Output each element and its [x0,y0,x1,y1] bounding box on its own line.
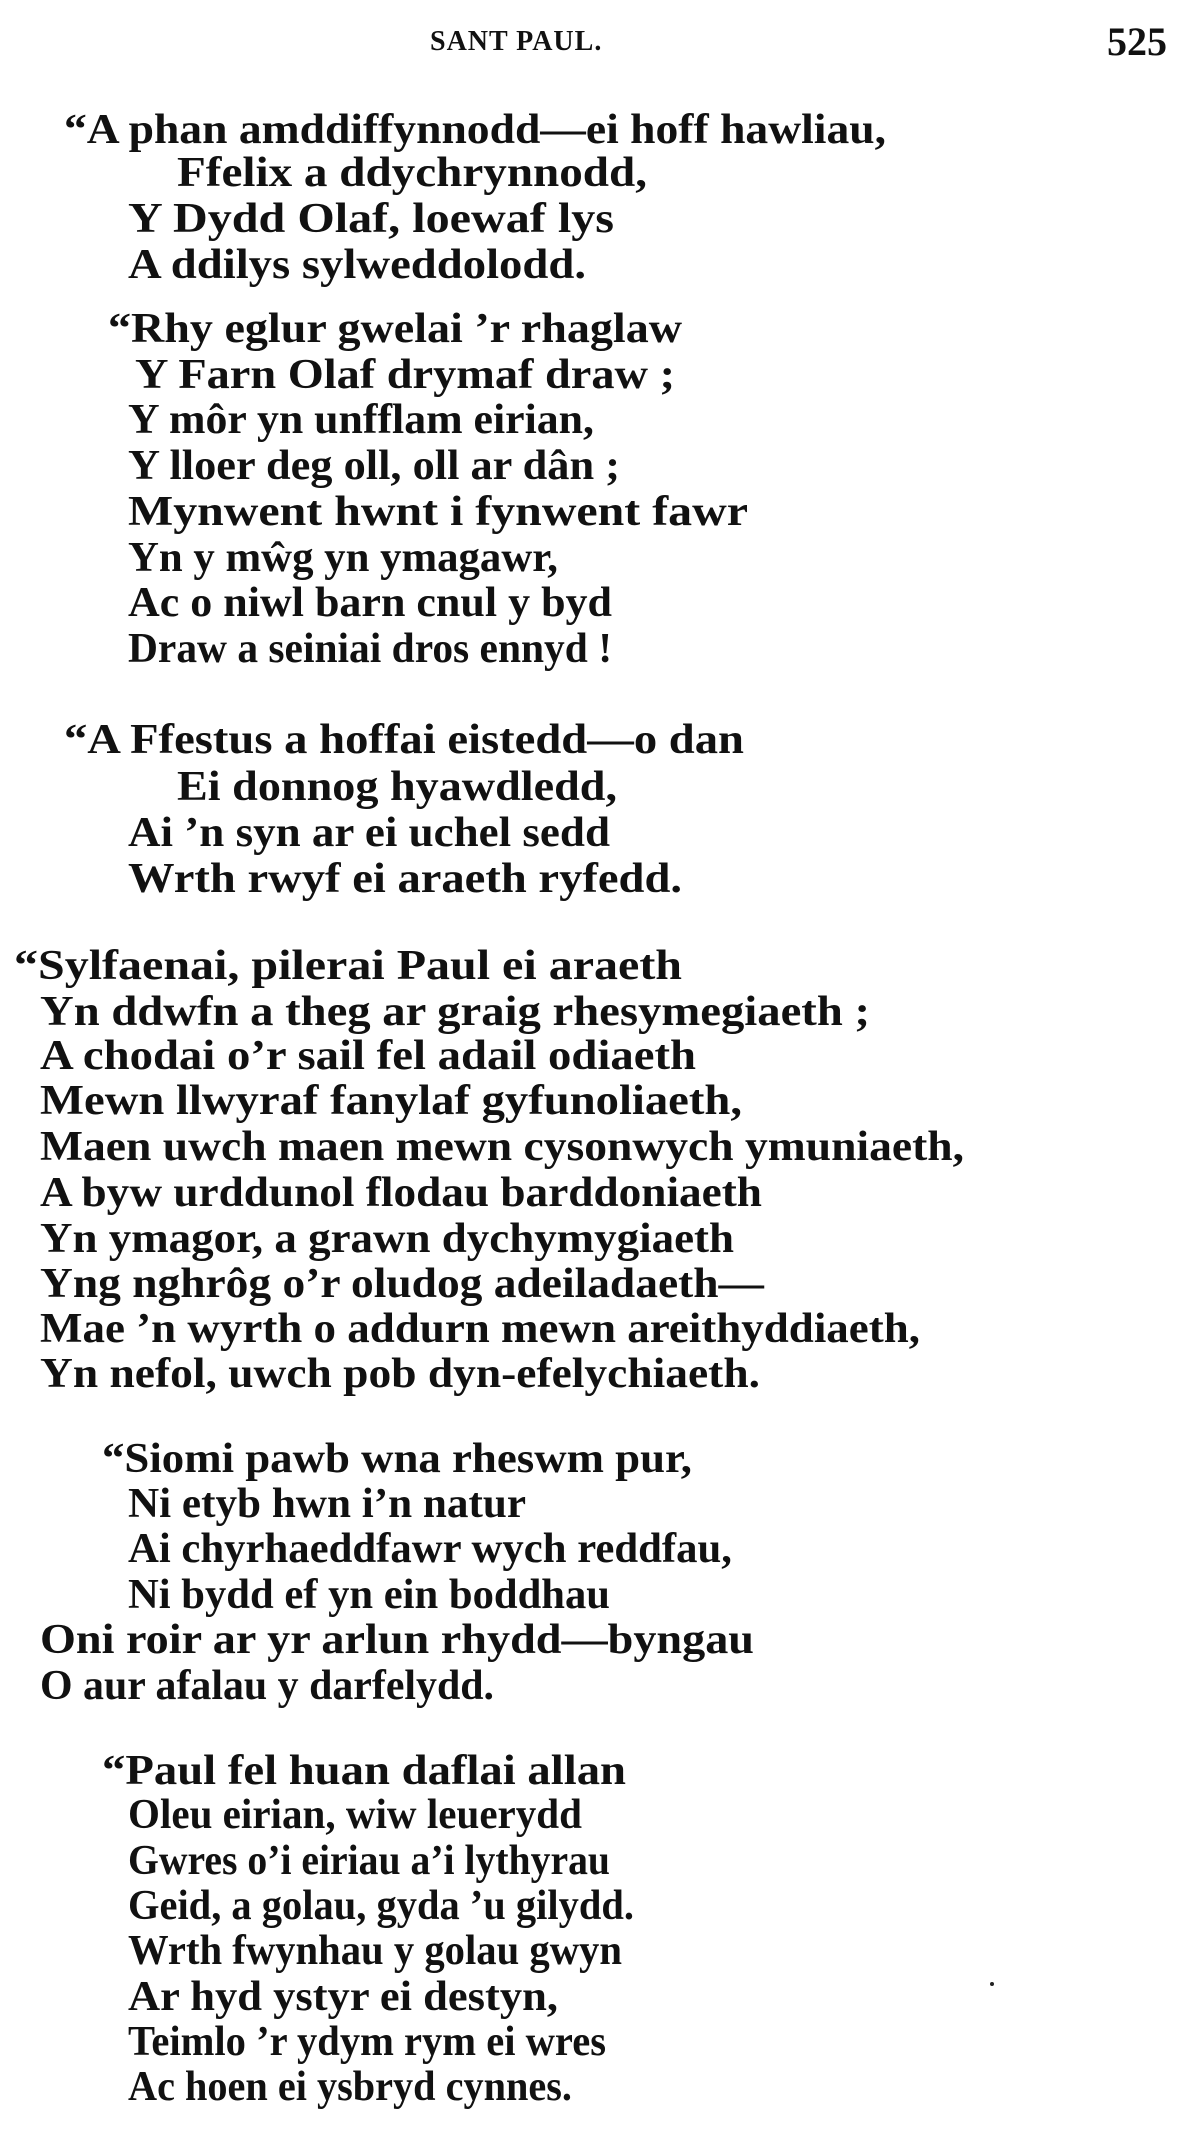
verse-line: Y môr yn unfflam eirian, [128,397,594,443]
verse-line: Mae ’n wyrth o addurn mewn areithyddiaeth, [40,1306,920,1352]
verse-line: O aur afalau y darfelydd. [40,1663,494,1709]
verse-line: Teimlo ’r ydym rym ei wres [128,2019,606,2065]
verse-line: Ni etyb hwn i’n natur [128,1481,526,1527]
verse-line: Oni roir ar yr arlun rhydd—byngau [40,1617,754,1663]
page-header [0,0,1183,90]
verse-line: Wrth rwyf ei araeth ryfedd. [128,856,682,902]
verse-line: A byw urddunol flodau barddoniaeth [40,1170,762,1216]
verse-line: Geid, a golau, gyda ’u gilydd. [128,1883,634,1929]
verse-line: Yn ddwfn a theg ar graig rhesymegiaeth ; [40,989,871,1035]
verse-line: Y Dydd Olaf, loewaf lys [128,196,614,242]
verse-line: Oleu eirian, wiw leuerydd [128,1792,582,1838]
verse-line: Y Farn Olaf drymaf draw ; [135,352,675,398]
verse-line: Ei donnog hyawdledd, [177,764,617,810]
verse-line: Y lloer deg oll, oll ar dân ; [128,443,620,489]
print-speck [990,1982,994,1986]
verse-line: “A phan amddiffynnodd—ei hoff hawliau, [64,107,886,153]
verse-line: Yn y mŵg yn ymagawr, [128,535,558,581]
verse-line: Mynwent hwnt i fynwent fawr [128,489,748,535]
verse-line: “Paul fel huan daflai allan [102,1748,626,1794]
page-number: 525 [1107,19,1167,64]
verse-line: Mewn llwyraf fanylaf gyfunoliaeth, [40,1078,742,1124]
verse-line: Ac o niwl barn cnul y byd [128,580,612,626]
running-head: SANT PAUL. [430,26,603,57]
verse-line: Ffelix a ddychrynnodd, [177,150,647,196]
verse-line: Yng nghrôg o’r oludog adeiladaeth— [40,1261,764,1307]
verse-line: A chodai o’r sail fel adail odiaeth [40,1033,696,1079]
verse-line: A ddilys sylweddolodd. [128,242,586,288]
verse-line: Yn nefol, uwch pob dyn-efelychiaeth. [40,1351,760,1397]
verse-line: Wrth fwynhau y golau gwyn [128,1928,622,1974]
verse-line: Draw a seiniai dros ennyd ! [128,626,612,672]
verse-line: “Siomi pawb wna rheswm pur, [102,1436,692,1482]
verse-line: “Sylfaenai, pilerai Paul ei araeth [14,943,682,989]
verse-line: Ac hoen ei ysbryd cynnes. [128,2064,572,2110]
verse-line: Yn ymagor, a grawn dychymygiaeth [40,1216,735,1262]
verse-line: Ai chyrhaeddfawr wych reddfau, [128,1526,732,1572]
verse-line: Maen uwch maen mewn cysonwych ymuniaeth, [40,1124,964,1170]
verse-line: Ar hyd ystyr ei destyn, [128,1974,558,2020]
verse-line: “A Ffestus a hoffai eistedd—o dan [64,717,744,763]
verse-line: Ai ’n syn ar ei uchel sedd [128,810,610,856]
verse-line: Gwres o’i eiriau a’i lythyrau [128,1838,610,1884]
verse-line: Ni bydd ef yn ein boddhau [128,1572,610,1618]
verse-line: “Rhy eglur gwelai ’r rhaglaw [108,306,682,352]
